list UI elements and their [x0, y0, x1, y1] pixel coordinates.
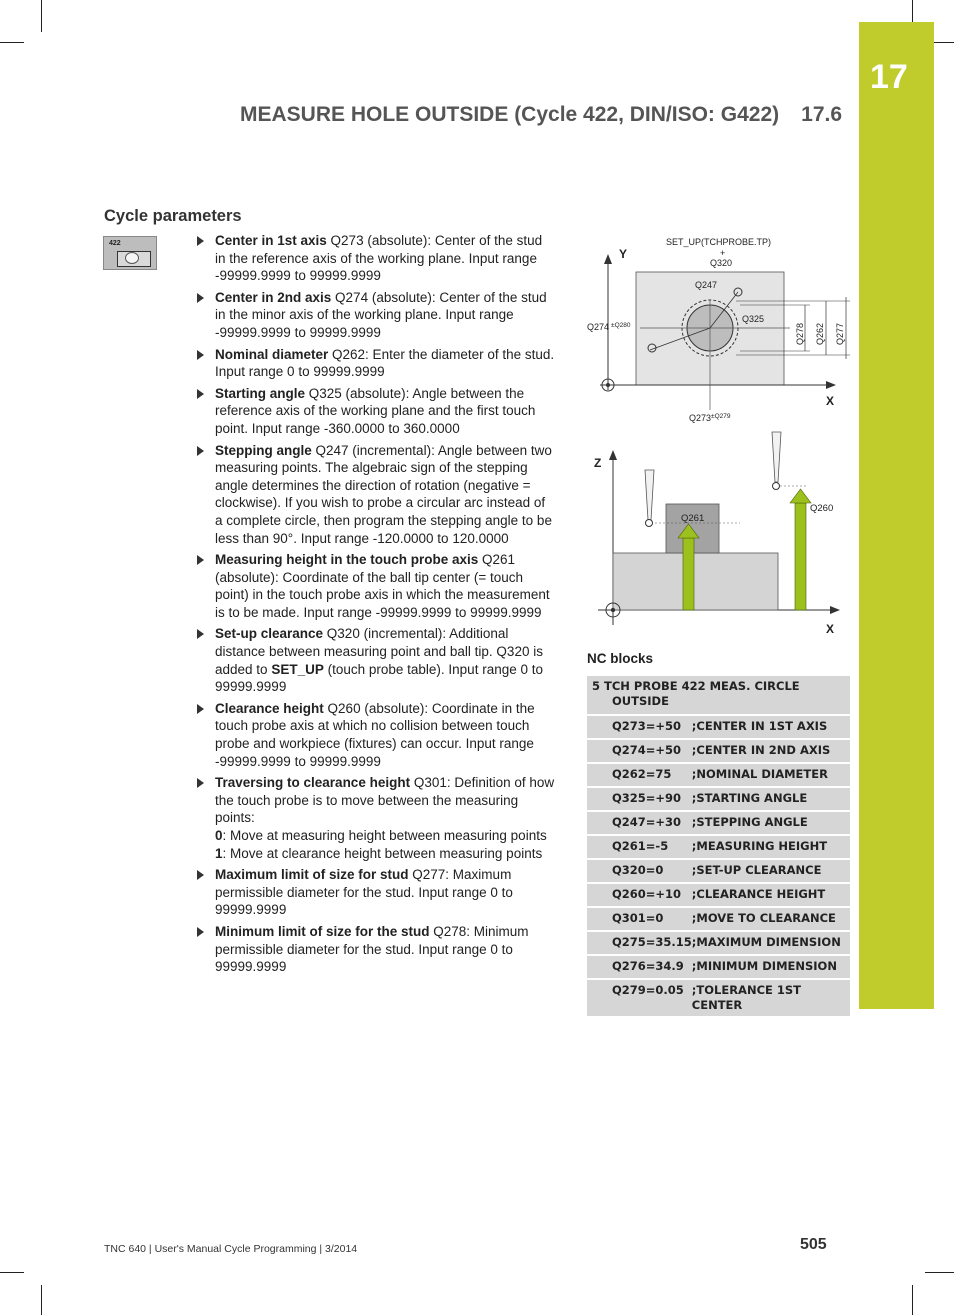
- q320-label: Q320: [710, 258, 733, 268]
- z-axis-arrow-icon: [609, 450, 617, 460]
- param-keyword: SET_UP: [271, 661, 324, 677]
- param-desc: Q273 (absolute): Center of the stud in the reference axis of the working plane. Input range -99999.9999 to 99999.9999: [215, 233, 543, 284]
- param-name: Minimum limit of size for the stud: [215, 923, 430, 939]
- param-name: Center in 1st axis: [215, 233, 327, 248]
- crop-mark: [0, 42, 24, 43]
- nc-comment: ;SET-UP CLEARANCE: [692, 860, 850, 882]
- origin-dot: [606, 383, 610, 387]
- param-desc: Q278: Minimum permissible diameter for the stud. Input range 0 to 99999.9999: [215, 923, 529, 975]
- param-desc: Q320 (incremental): Additional distance between measuring point and ball tip. Q320 is added to: [215, 626, 543, 677]
- nc-comment: ;CENTER IN 2ND AXIS: [692, 740, 850, 762]
- footer-text: TNC 640 | User's Manual Cycle Programming | 3/2014: [104, 1243, 358, 1255]
- bullet-arrow-icon: [197, 350, 204, 360]
- probe-stylus: [772, 432, 781, 482]
- header-title: MEASURE HOLE OUTSIDE (Cycle 422, DIN/ISO: G422): [240, 103, 780, 126]
- param-item: [195, 774, 555, 862]
- param-desc: Q260 (absolute): Coordinate in the touch probe axis at which no collision between touch probe and workpiece (fixtures) can occur. Input range -99999.9999 to 99999.9999: [215, 700, 535, 769]
- table-row: [587, 764, 850, 786]
- option-desc: : Move at clearance height between measuring points: [222, 845, 543, 861]
- nc-param: Q301=0: [587, 908, 692, 930]
- nc-head-line: OUTSIDE: [612, 694, 669, 708]
- nc-head-cell: [587, 676, 850, 714]
- section-title: Cycle parameters: [104, 207, 242, 225]
- page-header: [240, 103, 842, 127]
- table-row: [587, 860, 850, 882]
- table-row: [587, 908, 850, 930]
- parameter-list: [195, 232, 555, 980]
- nc-blocks-table: [587, 674, 850, 1018]
- param-name: Center in 2nd axis: [215, 289, 332, 305]
- table-row: [587, 812, 850, 834]
- x-axis-arrow-icon: [826, 381, 836, 389]
- crop-mark: [41, 1285, 42, 1315]
- axis-y-label: Y: [619, 247, 628, 261]
- probe-ball: [646, 520, 653, 527]
- crop-mark: [41, 0, 42, 32]
- workpiece-base: [613, 553, 778, 610]
- param-desc: Q261 (absolute): Coordinate of the ball tip center (= touch point) in the touch probe axis in which the measurement is to be made. Input range -99999.9999 to 99999.9999: [215, 552, 550, 620]
- side-view: [594, 432, 840, 636]
- table-row: [587, 932, 850, 954]
- q261-arrow-shaft: [683, 538, 694, 610]
- nc-param: Q273=+50: [587, 716, 692, 738]
- table-row: [587, 980, 850, 1016]
- q261-label: Q261: [681, 513, 705, 524]
- nc-comment: ;CENTER IN 1ST AXIS: [692, 716, 850, 738]
- cycle-422-icon: [103, 236, 157, 270]
- nc-head-line: 5 TCH PROBE 422 MEAS. CIRCLE: [592, 679, 800, 693]
- param-desc: Q274 (absolute): Center of the stud in the minor axis of the working plane. Input range -99999.9999 to 99999.9999: [215, 289, 547, 340]
- nc-comment: ;NOMINAL DIAMETER: [692, 764, 850, 786]
- nc-param: Q279=0.05: [587, 980, 692, 1016]
- q273-tol-label: ±Q279: [711, 413, 731, 420]
- nc-blocks-title: NC blocks: [587, 651, 654, 666]
- nc-param: Q262=75: [587, 764, 692, 786]
- origin-dot: [611, 608, 615, 612]
- nc-param: Q247=+30: [587, 812, 692, 834]
- param-item: [195, 700, 555, 770]
- nc-param: Q275=35.15: [587, 932, 692, 954]
- param-item: [195, 232, 555, 285]
- crop-mark: [912, 0, 913, 22]
- table-row: [587, 884, 850, 906]
- param-name: Measuring height in the touch probe axis: [215, 552, 479, 568]
- param-desc: Q277: Maximum permissible diameter for the stud. Input range 0 to 99999.9999: [215, 867, 513, 918]
- nc-param: Q260=+10: [587, 884, 692, 906]
- q260-arrow-shaft: [795, 503, 806, 610]
- y-axis-arrow-icon: [604, 254, 612, 264]
- nc-comment: ;MEASURING HEIGHT: [692, 836, 850, 858]
- q260-arrow-icon: [790, 489, 811, 503]
- axis-z-label: Z: [594, 456, 602, 470]
- param-desc: Q325 (absolute): Angle between the reference axis of the working plane and the first touch point. Input range -360.0000 to 360.0000: [215, 385, 536, 436]
- table-row: [587, 836, 850, 858]
- plus-label: +: [720, 248, 726, 258]
- crop-mark: [925, 1272, 954, 1273]
- q247-label: Q247: [695, 280, 718, 290]
- crop-mark: [0, 1272, 24, 1273]
- table-row: [587, 956, 850, 978]
- bullet-arrow-icon: [197, 629, 204, 639]
- nc-param: Q325=+90: [587, 788, 692, 810]
- cycle-icon-label: 422: [109, 240, 121, 247]
- table-row: [587, 788, 850, 810]
- nc-param: Q276=34.9: [587, 956, 692, 978]
- option-key: 1: [215, 845, 223, 861]
- option-desc: : Move at measuring height between measuring points: [222, 828, 547, 843]
- cycle-diagram: [585, 232, 855, 642]
- param-item: [195, 923, 555, 976]
- param-desc: Q262: Enter the diameter of the stud. Input range 0 to 99999.9999: [215, 346, 555, 380]
- bullet-arrow-icon: [197, 236, 204, 246]
- q274-label: Q274: [587, 322, 610, 332]
- q325-label: Q325: [742, 314, 765, 324]
- bullet-arrow-icon: [197, 446, 204, 456]
- stud-icon: [125, 252, 139, 264]
- param-name: Maximum limit of size for stud: [215, 867, 409, 883]
- chapter-tab: [859, 22, 934, 1009]
- crop-mark: [912, 1285, 913, 1315]
- param-item: [195, 442, 555, 548]
- bullet-arrow-icon: [197, 293, 204, 303]
- table-row: [587, 716, 850, 738]
- axis-x-label: X: [826, 394, 835, 408]
- bullet-arrow-icon: [197, 778, 204, 788]
- param-name: Starting angle: [215, 385, 306, 401]
- nc-comment: ;MOVE TO CLEARANCE: [692, 908, 850, 930]
- param-item: [195, 289, 555, 342]
- probe-ball: [773, 483, 780, 490]
- param-desc: Q301: Definition of how the touch probe is to move between the measuring points:: [215, 775, 555, 826]
- page-number: 505: [800, 1236, 827, 1253]
- param-item: [195, 866, 555, 919]
- param-name: Nominal diameter: [215, 346, 329, 362]
- bullet-arrow-icon: [197, 870, 204, 880]
- setup-label: SET_UP(TCHPROBE.TP): [666, 237, 772, 247]
- bullet-arrow-icon: [197, 704, 204, 714]
- param-name: Set-up clearance: [215, 626, 324, 642]
- chapter-number: 17: [870, 58, 908, 96]
- param-name: Traversing to clearance height: [215, 775, 411, 791]
- nc-param: Q320=0: [587, 860, 692, 882]
- bullet-arrow-icon: [197, 555, 204, 565]
- nc-comment: ;STARTING ANGLE: [692, 788, 850, 810]
- param-desc-cont: (touch probe table). Input range 0 to 99999.9999: [215, 661, 543, 695]
- axis-x-label: X: [826, 622, 835, 636]
- nc-comment: ;STEPPING ANGLE: [692, 812, 850, 834]
- param-item: [195, 625, 555, 695]
- nc-param: Q261=-5: [587, 836, 692, 858]
- param-item: [195, 346, 555, 381]
- q262-label: Q262: [815, 322, 825, 345]
- param-item: [195, 385, 555, 438]
- nc-comment: ;MAXIMUM DIMENSION: [692, 932, 850, 954]
- x-axis-arrow-icon: [830, 606, 840, 614]
- top-view: [587, 237, 850, 423]
- q273-label: Q273: [689, 413, 712, 423]
- option-key: 0: [215, 828, 223, 843]
- nc-param: Q274=+50: [587, 740, 692, 762]
- q274-tol-label: ±Q280: [611, 322, 631, 329]
- nc-comment: ;TOLERANCE 1ST CENTER: [692, 980, 850, 1016]
- bullet-arrow-icon: [197, 927, 204, 937]
- header-section: 17.6: [801, 103, 843, 126]
- param-name: Stepping angle: [215, 442, 312, 458]
- nc-comment: ;MINIMUM DIMENSION: [692, 956, 850, 978]
- param-item: [195, 551, 555, 621]
- param-name: Clearance height: [215, 700, 324, 716]
- q260-label: Q260: [810, 503, 834, 514]
- bullet-arrow-icon: [197, 389, 204, 399]
- q278-label: Q278: [795, 322, 805, 345]
- param-desc: Q247 (incremental): Angle between two measuring points. The algebraic sign of the stepping angle determines the direction of rotation (negative = clockwise). If you wish to probe a circular arc instead of a complete circle, then program the stepping angle to be less than 90°. Input range -120.0000 to 120.0000: [215, 442, 552, 546]
- nc-comment: ;CLEARANCE HEIGHT: [692, 884, 850, 906]
- q277-label: Q277: [835, 322, 845, 345]
- table-row: [587, 676, 850, 714]
- table-row: [587, 740, 850, 762]
- probe-stylus: [645, 470, 654, 520]
